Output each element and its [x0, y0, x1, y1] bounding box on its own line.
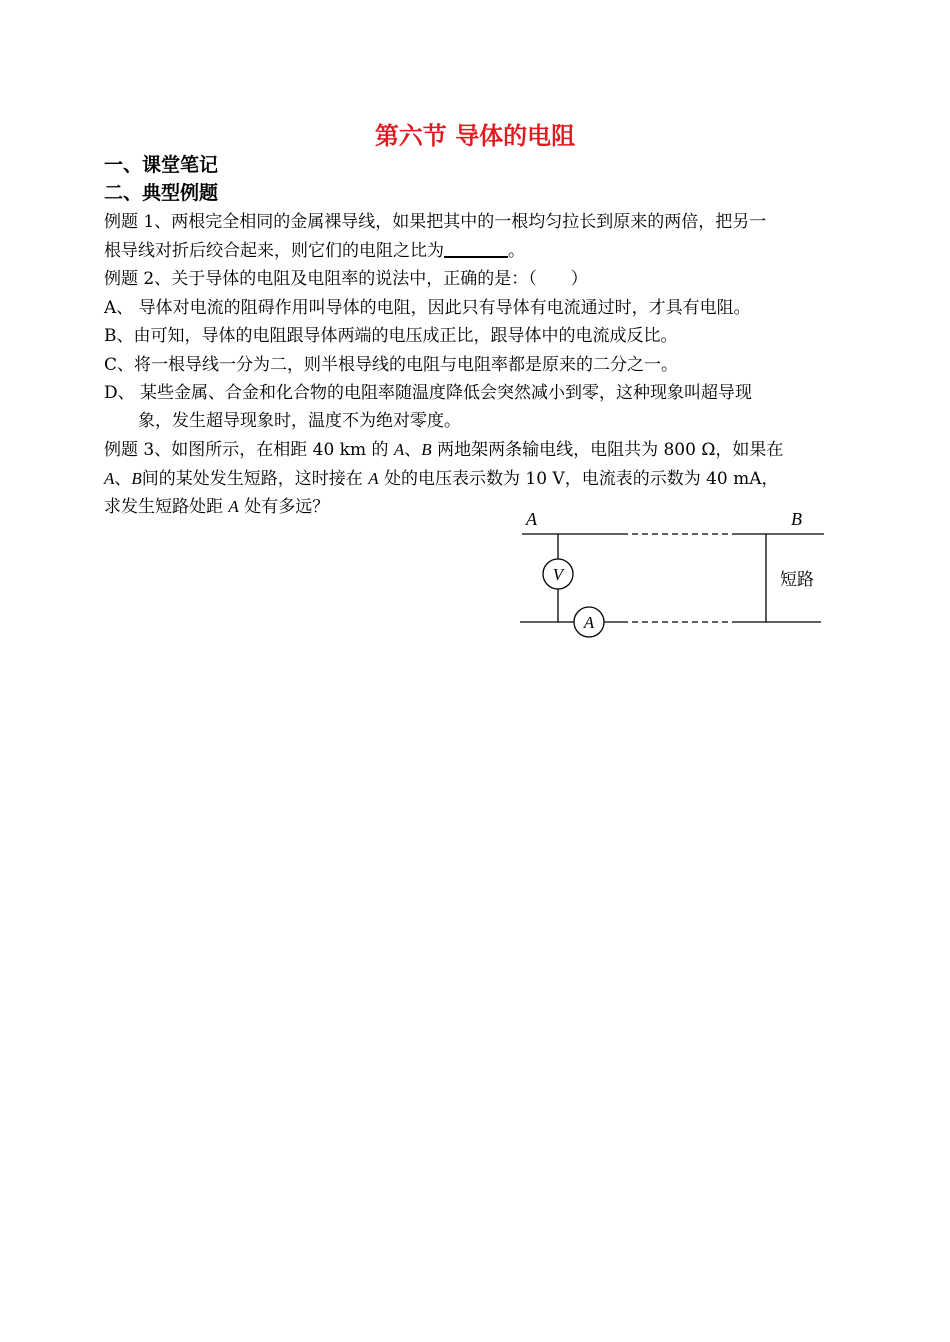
q2-option-d-line-2: 象，发生超导现象时，温度不为绝对零度。 — [138, 411, 461, 431]
voltmeter-label: V — [552, 565, 564, 584]
section-examples-heading: 二、典型例题 — [104, 182, 219, 204]
q3-line-2 — [104, 464, 779, 489]
q3-sep: 、 — [114, 469, 132, 489]
q3-text: 例题 3、如图所示，在相距 40 km 的 — [104, 440, 394, 460]
q3-sep: 、 — [404, 440, 422, 460]
q3-point-a: A — [228, 497, 239, 516]
q3-text: 处的电压表示数为 10 V，电流表的示数为 40 mA， — [378, 469, 779, 489]
q2-option-b: B、由可知，导体的电阻跟导体两端的电压成正比，跟导体中的电流成反比。 — [104, 326, 678, 346]
point-b-label: B — [791, 509, 802, 529]
short-circuit-label: 短路 — [780, 570, 814, 590]
q3-point-b: B — [131, 469, 142, 488]
q3-point-a: A — [368, 469, 379, 488]
q3-text: 两地架两条输电线，电阻共为 800 Ω，如果在 — [431, 440, 784, 460]
point-a-label: A — [526, 509, 537, 529]
q3-point-a: A — [104, 469, 115, 488]
ammeter-label: A — [583, 613, 595, 632]
page-title: 第六节 导体的电阻 — [374, 122, 576, 150]
q3-text: 求发生短路处距 — [104, 497, 229, 517]
section-notes-heading: 一、课堂笔记 — [104, 154, 219, 176]
q3-point-a: A — [393, 440, 405, 459]
answer-blank — [444, 242, 508, 258]
q3-line-3 — [104, 492, 329, 517]
circuit-diagram — [510, 506, 840, 640]
q3-text: 处有多远？ — [238, 497, 330, 517]
q1-line-2-end: 。 — [508, 241, 525, 261]
q3-point-b: B — [421, 440, 432, 459]
q3-line-1 — [104, 435, 783, 460]
q2-option-d-line-1: D、 某些金属、合金和化合物的电阻率随温度降低会突然减小到零，这种现象叫超导现 — [104, 383, 753, 403]
q2-option-c: C、将一根导线一分为二，则半根导线的电阻与电阻率都是原来的二分之一。 — [104, 355, 679, 375]
q1-line-1: 例题 1、两根完全相同的金属裸导线，如果把其中的一根均匀拉长到原来的两倍，把另一 — [104, 212, 767, 232]
q3-text: 间的某处发生短路，这时接在 — [141, 469, 369, 489]
q2-stem: 例题 2、关于导体的电阻及电阻率的说法中，正确的是：（ ） — [104, 269, 588, 289]
q2-option-a: A、 导体对电流的阻碍作用叫导体的电阻，因此只有导体有电流通过时，才具有电阻。 — [104, 298, 751, 318]
q1-line-2 — [104, 236, 525, 261]
q1-line-2-text: 根导线对折后绞合起来，则它们的电阻之比为 — [104, 241, 444, 261]
